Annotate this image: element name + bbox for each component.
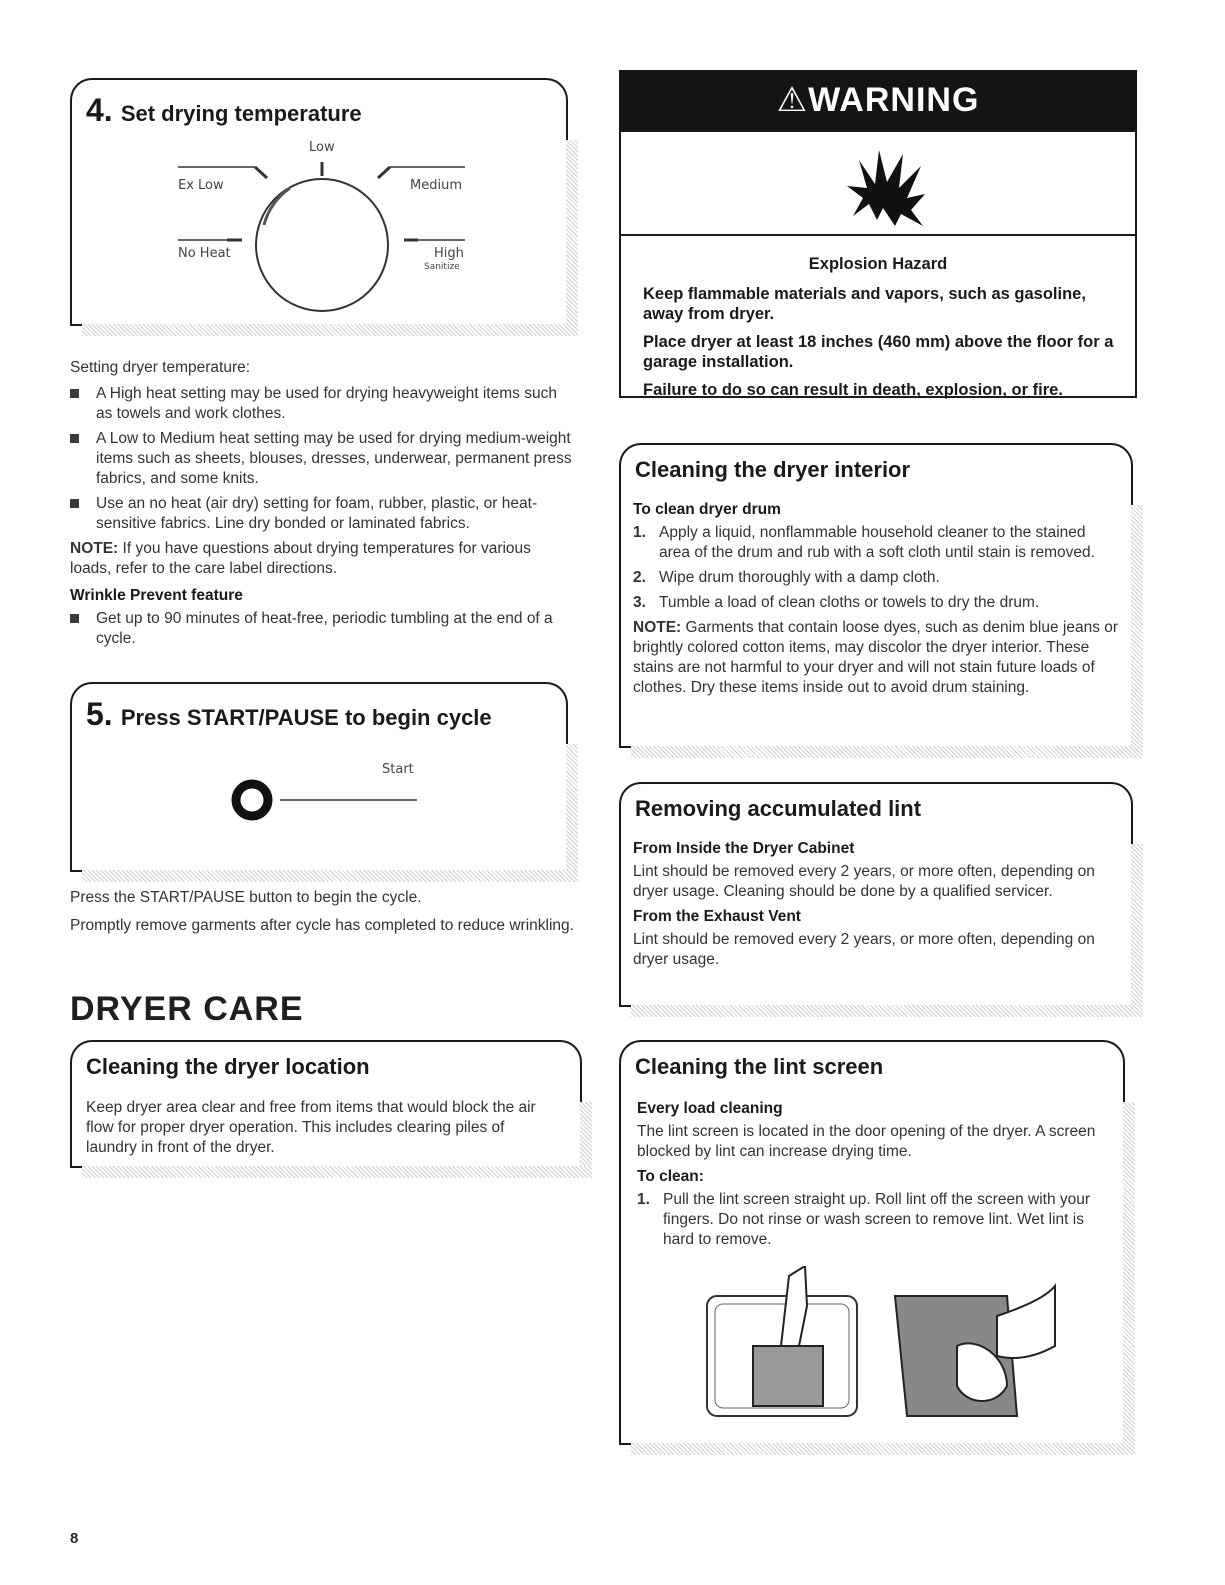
list-item: 2. Wipe drum thoroughly with a damp cloth. xyxy=(633,569,940,586)
warning-header: ⚠WARNING xyxy=(619,70,1137,130)
warning-triangle-icon: ⚠ xyxy=(776,81,809,119)
step5-p2: Promptly remove garments after cycle has completed to reduce wrinkling. xyxy=(70,917,574,934)
hazard-title: Explosion Hazard xyxy=(808,255,948,273)
warning-lines xyxy=(643,284,1123,408)
warning-divider xyxy=(621,234,1135,236)
lint-subhead-cabinet: From Inside the Dryer Cabinet xyxy=(633,840,855,857)
location-panel xyxy=(70,1054,582,1168)
list-item: Use an no heat (air dry) setting for foam, rubber, plastic, or heat-sensitive fabrics. Line dry bonded or laminated fabrics. xyxy=(70,494,575,534)
interior-title: Cleaning the dryer interior xyxy=(635,457,911,482)
dial-label-high: High xyxy=(434,246,464,261)
interior-tab xyxy=(619,443,1133,495)
step5-p1: Press the START/PAUSE button to begin the cycle. xyxy=(70,889,422,906)
dial-label-ex-low: Ex Low xyxy=(178,178,224,193)
screen-text: The lint screen is located in the door opening of the dryer. A screen blocked by lint can increase drying time. xyxy=(637,1123,1096,1160)
screen-body xyxy=(637,1100,1113,1255)
list-item: 1. Pull the lint screen straight up. Roll lint off the screen with your fingers. Do not rinse or wash screen to remove lint. Wet lint is hard to remove. xyxy=(637,1191,1091,1248)
lint-roll-off-illustration xyxy=(887,1266,1057,1426)
location-tab xyxy=(70,1040,582,1092)
warning-line: Place dryer at least 18 inches (460 mm) above the floor for a garage installation. xyxy=(643,333,1114,371)
step4-note: NOTE: If you have questions about drying temperatures for various loads, refer to the care label directions. xyxy=(70,540,531,577)
lint-body xyxy=(633,840,1119,970)
interior-subhead: To clean dryer drum xyxy=(633,501,781,518)
step5-title: 5. Press START/PAUSE to begin cycle xyxy=(86,696,492,732)
location-title: Cleaning the dryer location xyxy=(86,1054,370,1079)
dial-label-medium: Medium xyxy=(410,178,462,193)
step5-tab xyxy=(70,682,568,734)
start-button-diagram xyxy=(72,734,566,870)
step5-body xyxy=(70,888,575,936)
step4-tab xyxy=(70,78,568,130)
bullet-icon xyxy=(70,389,79,398)
lint-text-vent: Lint should be removed every 2 years, or more often, depending on dryer usage. xyxy=(633,931,1095,968)
interior-panel xyxy=(619,457,1133,748)
page-number: 8 xyxy=(70,1530,79,1547)
location-text: Keep dryer area clear and free from items that would block the air flow for proper dryer operation. This includes clearing piles of laundry in front of the dryer. xyxy=(86,1099,536,1156)
interior-note: NOTE: Garments that contain loose dyes, such as denim blue jeans or brightly colored cotton items, may discolor the dryer interior. These stains are not harmful to your dryer and will not stain future loads of clothes. Dry these items inside out to avoid drum staining. xyxy=(633,619,1119,696)
lint-panel xyxy=(619,796,1133,1007)
warning-box xyxy=(619,130,1137,398)
warning-line: Failure to do so can result in death, explosion, or fire. xyxy=(643,381,1063,399)
wrinkle-prevent-heading: Wrinkle Prevent feature xyxy=(70,587,243,604)
screen-panel xyxy=(619,1054,1125,1445)
dial-label-sanitize: Sanitize xyxy=(424,262,460,272)
list-item: Get up to 90 minutes of heat-free, periodic tumbling at the end of a cycle. xyxy=(70,609,575,649)
bullet-icon xyxy=(70,614,79,623)
bullet-icon xyxy=(70,434,79,443)
screen-tab xyxy=(619,1040,1125,1092)
warning-line: Keep flammable materials and vapors, such as gasoline, away from dryer. xyxy=(643,285,1086,323)
dial-label-low: Low xyxy=(309,140,335,155)
list-item: A Low to Medium heat setting may be used for drying medium-weight items such as sheets, blouses, dresses, underwear, permanent press fabrics, and some knits. xyxy=(70,429,575,489)
lint-screen-removal-illustration xyxy=(703,1266,873,1426)
list-item: 1. Apply a liquid, nonflammable household cleaner to the stained area of the drum and rub with a soft cloth until stain is removed. xyxy=(633,524,1095,561)
screen-title: Cleaning the lint screen xyxy=(635,1054,884,1079)
step4-body xyxy=(70,358,575,654)
list-item: 3. Tumble a load of clean cloths or towels to dry the drum. xyxy=(633,594,1040,611)
bullet-icon xyxy=(70,499,79,508)
lint-subhead-vent: From the Exhaust Vent xyxy=(633,908,801,925)
temperature-dial-diagram xyxy=(72,130,566,324)
interior-body xyxy=(633,501,1119,698)
start-label: Start xyxy=(382,762,414,777)
screen-subhead-every-load: Every load cleaning xyxy=(637,1100,783,1117)
lint-tab xyxy=(619,782,1133,834)
lint-text-cabinet: Lint should be removed every 2 years, or more often, depending on dryer usage. Cleaning should be done by a qualified servicer. xyxy=(633,863,1095,900)
step4-panel xyxy=(70,92,568,326)
dryer-care-heading: DRYER CARE xyxy=(70,990,304,1028)
lint-title: Removing accumulated lint xyxy=(635,796,922,821)
step4-title: 4. Set drying temperature xyxy=(86,92,362,128)
explosion-icon xyxy=(621,132,1135,236)
list-item: A High heat setting may be used for drying heavyweight items such as towels and work clothes. xyxy=(70,384,575,424)
dial-label-no-heat: No Heat xyxy=(178,246,231,261)
screen-subhead-to-clean: To clean: xyxy=(637,1168,704,1185)
step5-panel xyxy=(70,696,568,872)
step4-intro: Setting dryer temperature: xyxy=(70,359,251,376)
